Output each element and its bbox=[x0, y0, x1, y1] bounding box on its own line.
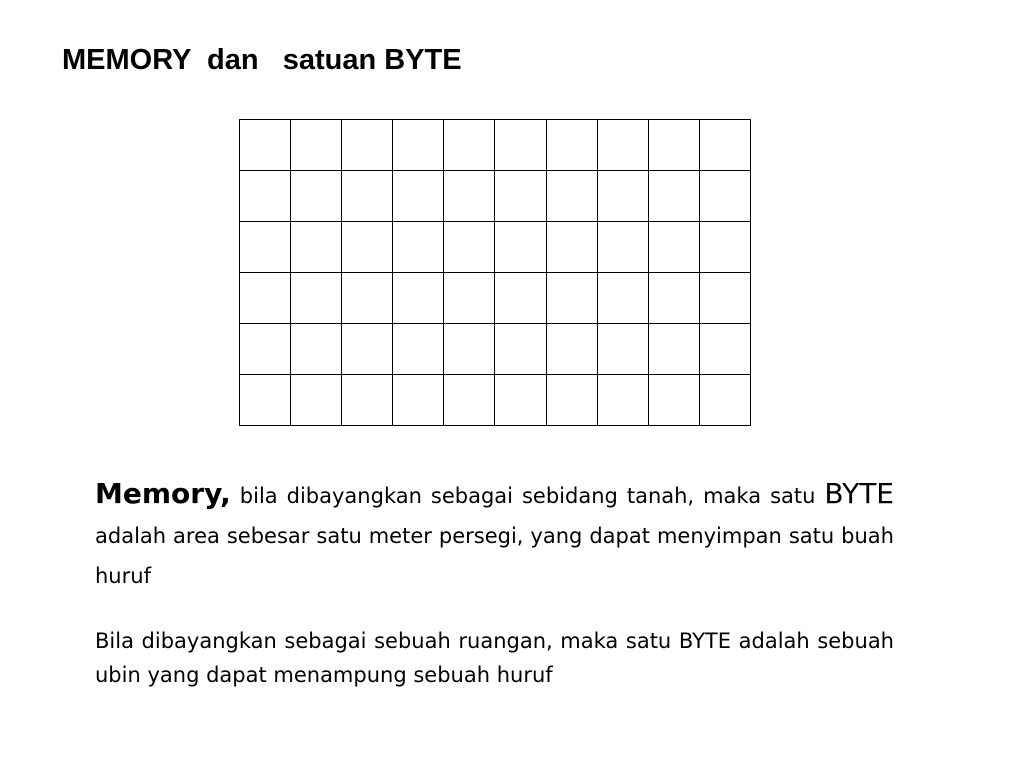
grid-cell bbox=[495, 273, 546, 324]
byte-emphasis: BYTE bbox=[824, 477, 894, 510]
grid-cell bbox=[547, 120, 598, 171]
grid-cell bbox=[700, 171, 751, 222]
grid-cell bbox=[240, 222, 291, 273]
grid-cell bbox=[444, 324, 495, 375]
grid-cell bbox=[444, 375, 495, 426]
grid-cell bbox=[547, 375, 598, 426]
grid-cell bbox=[649, 222, 700, 273]
grid-cell bbox=[598, 120, 649, 171]
grid-cell bbox=[547, 222, 598, 273]
grid-cell bbox=[240, 120, 291, 171]
grid-cell bbox=[495, 222, 546, 273]
grid-cell bbox=[547, 324, 598, 375]
grid-cell bbox=[495, 171, 546, 222]
grid-cell bbox=[342, 171, 393, 222]
grid-cell bbox=[700, 375, 751, 426]
grid-cell bbox=[700, 324, 751, 375]
memory-lead-word: Memory, bbox=[95, 477, 231, 510]
grid-cell bbox=[444, 273, 495, 324]
grid-cell bbox=[495, 375, 546, 426]
grid-cell bbox=[649, 120, 700, 171]
grid-cell bbox=[444, 222, 495, 273]
paragraph-memory-tanah bbox=[95, 474, 894, 596]
grid-cell bbox=[240, 375, 291, 426]
grid-cell bbox=[649, 273, 700, 324]
paragraph1-text-part2: adalah area sebesar satu meter persegi, yang dapat menyimpan satu buah huruf bbox=[95, 524, 894, 588]
grid-cell bbox=[240, 171, 291, 222]
grid-cell bbox=[649, 171, 700, 222]
grid-cell bbox=[342, 120, 393, 171]
grid-cell bbox=[649, 375, 700, 426]
grid-cell bbox=[342, 222, 393, 273]
grid-cell bbox=[393, 324, 444, 375]
grid-cell bbox=[291, 171, 342, 222]
grid-cell bbox=[495, 120, 546, 171]
paragraph1-text-part1: bila dibayangkan sebagai sebidang tanah, maka satu bbox=[230, 484, 825, 508]
grid-cell bbox=[700, 273, 751, 324]
grid-cell bbox=[547, 171, 598, 222]
grid-cell bbox=[393, 120, 444, 171]
grid-cell bbox=[342, 375, 393, 426]
grid-cell bbox=[598, 375, 649, 426]
memory-grid bbox=[239, 119, 751, 426]
grid-cell bbox=[598, 273, 649, 324]
paragraph-ruangan-ubin: Bila dibayangkan sebagai sebuah ruangan, maka satu BYTE adalah sebuah ubin yang dapat menampung sebuah huruf bbox=[95, 629, 894, 687]
grid-cell bbox=[291, 273, 342, 324]
grid-cell bbox=[240, 324, 291, 375]
grid-cell bbox=[291, 120, 342, 171]
grid-cell bbox=[393, 273, 444, 324]
grid-cell bbox=[495, 324, 546, 375]
grid-cell bbox=[598, 222, 649, 273]
grid-cell bbox=[291, 375, 342, 426]
grid-cell bbox=[598, 324, 649, 375]
grid-cell bbox=[700, 222, 751, 273]
grid-cell bbox=[700, 120, 751, 171]
grid-cell bbox=[342, 324, 393, 375]
grid-cell bbox=[444, 171, 495, 222]
grid-cell bbox=[393, 171, 444, 222]
grid-cell bbox=[240, 273, 291, 324]
slide-title: MEMORY dan satuan BYTE bbox=[62, 44, 462, 76]
grid-cell bbox=[547, 273, 598, 324]
grid-cell bbox=[342, 273, 393, 324]
grid-cell bbox=[649, 324, 700, 375]
grid-cell bbox=[444, 120, 495, 171]
grid-cell bbox=[291, 222, 342, 273]
grid-cell bbox=[598, 171, 649, 222]
grid-cell bbox=[393, 222, 444, 273]
grid-cell bbox=[291, 324, 342, 375]
grid-cell bbox=[393, 375, 444, 426]
